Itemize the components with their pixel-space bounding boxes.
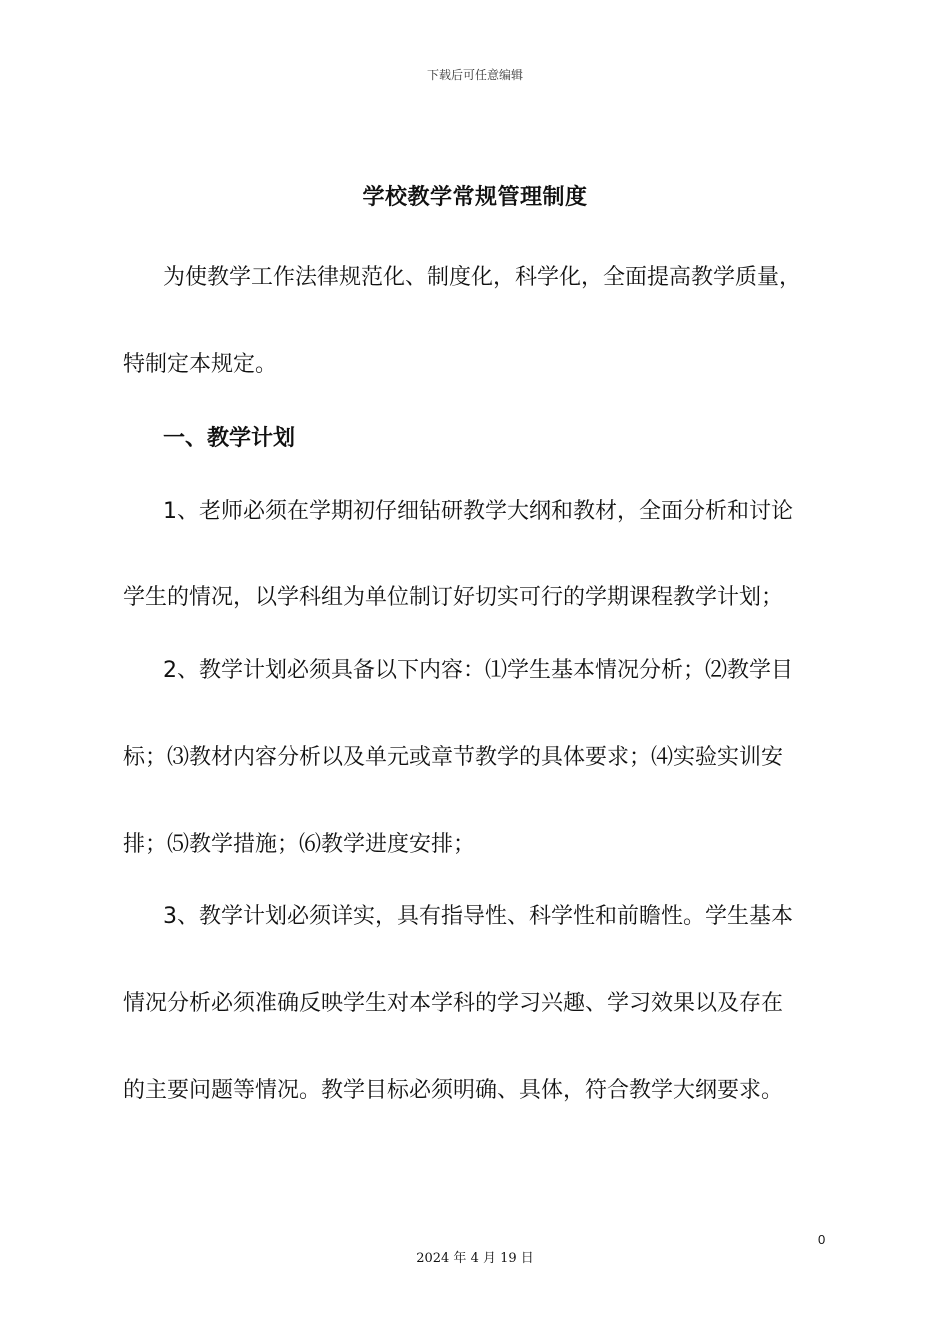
page-number: 0 [818, 1232, 826, 1247]
document-title: 学校教学常规管理制度 [362, 185, 588, 210]
header-note: 下载后可任意编辑 [426, 68, 523, 82]
paragraph-line: 特制定本规定。 [123, 352, 278, 377]
paragraph-line: 情况分析必须准确反映学生对本学科的学习兴趣、学习效果以及存在 [123, 991, 784, 1016]
paragraph-line: 的主要问题等情况。教学目标必须明确、具体，符合教学大纲要求。 [123, 1078, 784, 1103]
paragraph-line: 标；⑶教材内容分析以及单元或章节教学的具体要求；⑷实验实训安 [123, 745, 784, 770]
paragraph-line: 为使教学工作法律规范化、制度化，科学化，全面提高教学质量， [163, 265, 802, 290]
paragraph-line: 1、老师必须在学期初仔细钻研教学大纲和教材，全面分析和讨论 [163, 499, 793, 524]
paragraph-line: 排；⑸教学措施；⑹教学进度安排； [123, 832, 476, 857]
paragraph-line: 3、教学计划必须详实，具有指导性、科学性和前瞻性。学生基本 [163, 904, 793, 929]
section-heading: 一、教学计划 [163, 426, 296, 451]
footer-date: 2024 年 4 月 19 日 [416, 1251, 534, 1266]
paragraph-line: 2、教学计划必须具备以下内容：⑴学生基本情况分析；⑵教学目 [163, 658, 793, 683]
paragraph-line: 学生的情况，以学科组为单位制订好切实可行的学期课程教学计划； [123, 585, 784, 610]
